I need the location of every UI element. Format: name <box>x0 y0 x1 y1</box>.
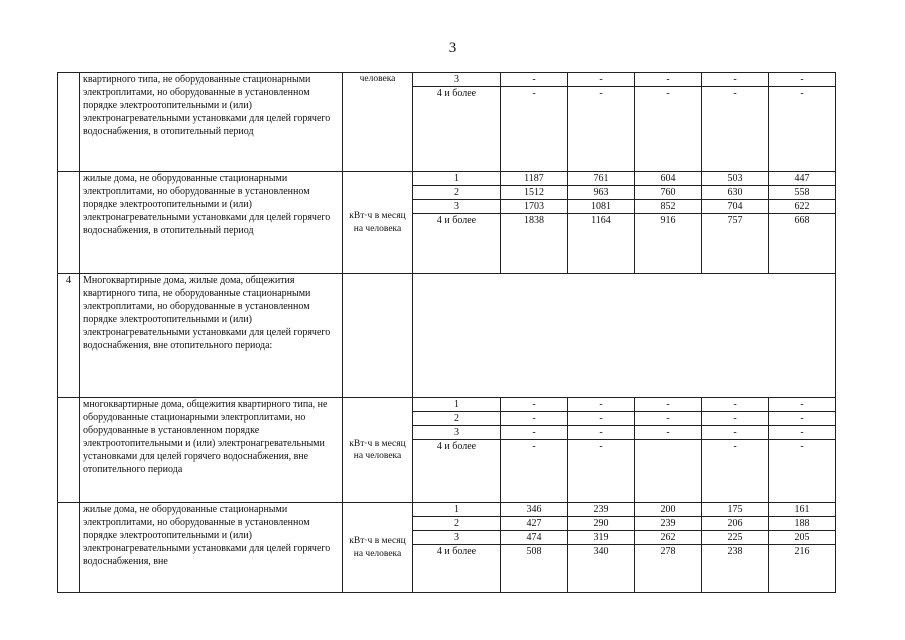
norm-value: 161 <box>769 503 836 517</box>
norm-value: - <box>702 412 769 426</box>
empty-cell <box>343 274 413 398</box>
section-number: 4 <box>58 274 80 398</box>
norms-table <box>57 72 836 593</box>
persons-count: 2 <box>413 186 501 200</box>
category-description: жилые дома, не оборудованные стационарными электроплитами, но оборудованные в установленном порядке электроотопительными и (или) электронагревательными установками для целей горячего водоснабжения, в отопительный период <box>80 172 343 274</box>
norm-value: 319 <box>568 531 635 545</box>
norm-value: 668 <box>769 214 836 274</box>
norm-value: 963 <box>568 186 635 200</box>
persons-count: 2 <box>413 517 501 531</box>
section-number <box>58 73 80 172</box>
unit-label: кВт·ч в месяц на человека <box>343 398 413 503</box>
norm-value: 558 <box>769 186 836 200</box>
norm-value: - <box>769 426 836 440</box>
norm-value: 205 <box>769 531 836 545</box>
norm-value: - <box>769 73 836 87</box>
norm-value: - <box>635 426 702 440</box>
section-header-row <box>58 274 836 398</box>
empty-cell <box>413 274 836 398</box>
persons-count: 1 <box>413 503 501 517</box>
table-row <box>58 73 836 87</box>
norm-value: 508 <box>501 545 568 593</box>
norm-value <box>635 440 702 503</box>
norm-value: - <box>568 426 635 440</box>
norm-value: 238 <box>702 545 769 593</box>
unit-label: кВт·ч в месяц на человека <box>343 172 413 274</box>
norm-value: 340 <box>568 545 635 593</box>
persons-count: 3 <box>413 73 501 87</box>
norm-value: - <box>702 440 769 503</box>
norm-value: 239 <box>568 503 635 517</box>
persons-count: 3 <box>413 426 501 440</box>
norm-value: 604 <box>635 172 702 186</box>
norm-value: - <box>501 412 568 426</box>
norm-value: - <box>769 87 836 172</box>
norm-value: 427 <box>501 517 568 531</box>
norm-value: - <box>568 73 635 87</box>
norm-value: 503 <box>702 172 769 186</box>
category-description: многоквартирные дома, общежития квартирного типа, не оборудованные стационарными электроплитами, но оборудованные в установленном порядке электроотопительными и (или) электронагревательными установками для целей горячего водоснабжения, вне отопительного периода <box>80 398 343 503</box>
persons-count: 4 и более <box>413 545 501 593</box>
norm-value: - <box>568 87 635 172</box>
norm-value: 761 <box>568 172 635 186</box>
norm-value: 447 <box>769 172 836 186</box>
section-number <box>58 398 80 503</box>
norm-value: 262 <box>635 531 702 545</box>
persons-count: 2 <box>413 412 501 426</box>
norm-value: 175 <box>702 503 769 517</box>
norm-value: - <box>702 87 769 172</box>
norm-value: - <box>635 398 702 412</box>
section-number <box>58 172 80 274</box>
norm-value: 188 <box>769 517 836 531</box>
norm-value: 216 <box>769 545 836 593</box>
norm-value: 760 <box>635 186 702 200</box>
norm-value: - <box>769 440 836 503</box>
norm-value: - <box>501 426 568 440</box>
norm-value: 1081 <box>568 200 635 214</box>
norm-value: - <box>501 87 568 172</box>
norm-value: - <box>635 73 702 87</box>
norm-value: 474 <box>501 531 568 545</box>
norm-value: 852 <box>635 200 702 214</box>
norm-value: 1512 <box>501 186 568 200</box>
norm-value: 916 <box>635 214 702 274</box>
norm-value: 630 <box>702 186 769 200</box>
unit-label: человека <box>343 73 413 172</box>
norm-value: - <box>501 73 568 87</box>
norm-value: - <box>501 398 568 412</box>
norm-value: - <box>568 398 635 412</box>
norm-value: 290 <box>568 517 635 531</box>
table-row <box>58 503 836 517</box>
unit-label: кВт·ч в месяц на человека <box>343 503 413 593</box>
norm-value: 278 <box>635 545 702 593</box>
norm-value: 1164 <box>568 214 635 274</box>
norm-value: 1703 <box>501 200 568 214</box>
norm-value: 704 <box>702 200 769 214</box>
section-title: Многоквартирные дома, жилые дома, общежития квартирного типа, не оборудованные стационарными электроплитами, но оборудованные в установленном порядке электроотопительными и (или) электронагревательными установками для целей горячего водоснабжения, вне отопительного периода: <box>80 274 343 398</box>
norm-value: 225 <box>702 531 769 545</box>
norm-value: 757 <box>702 214 769 274</box>
persons-count: 1 <box>413 172 501 186</box>
norm-value: - <box>501 440 568 503</box>
persons-count: 4 и более <box>413 440 501 503</box>
norm-value: - <box>769 398 836 412</box>
page-number: 3 <box>448 40 457 56</box>
section-number <box>58 503 80 593</box>
category-description: жилые дома, не оборудованные стационарными электроплитами, но оборудованные в установленном порядке электроотопительными и (или) электронагревательными установками для целей горячего водоснабжения, вне <box>80 503 343 593</box>
norm-value: 1187 <box>501 172 568 186</box>
norm-value: - <box>702 426 769 440</box>
persons-count: 1 <box>413 398 501 412</box>
norm-value: - <box>635 412 702 426</box>
norm-value: - <box>769 412 836 426</box>
norm-value: 1838 <box>501 214 568 274</box>
persons-count: 3 <box>413 531 501 545</box>
persons-count: 4 и более <box>413 87 501 172</box>
norm-value: 206 <box>702 517 769 531</box>
table-row <box>58 398 836 412</box>
norm-value: - <box>568 440 635 503</box>
norm-value: - <box>702 398 769 412</box>
norm-value: 239 <box>635 517 702 531</box>
norm-value: 622 <box>769 200 836 214</box>
norm-value: 200 <box>635 503 702 517</box>
norm-value: - <box>635 87 702 172</box>
persons-count: 3 <box>413 200 501 214</box>
norm-value: - <box>702 73 769 87</box>
persons-count: 4 и более <box>413 214 501 274</box>
category-description: квартирного типа, не оборудованные стационарными электроплитами, но оборудованные в установленном порядке электроотопительными и (или) электронагревательными установками для целей горячего водоснабжения, в отопительный период <box>80 73 343 172</box>
table-row <box>58 172 836 186</box>
norm-value: 346 <box>501 503 568 517</box>
norm-value: - <box>568 412 635 426</box>
